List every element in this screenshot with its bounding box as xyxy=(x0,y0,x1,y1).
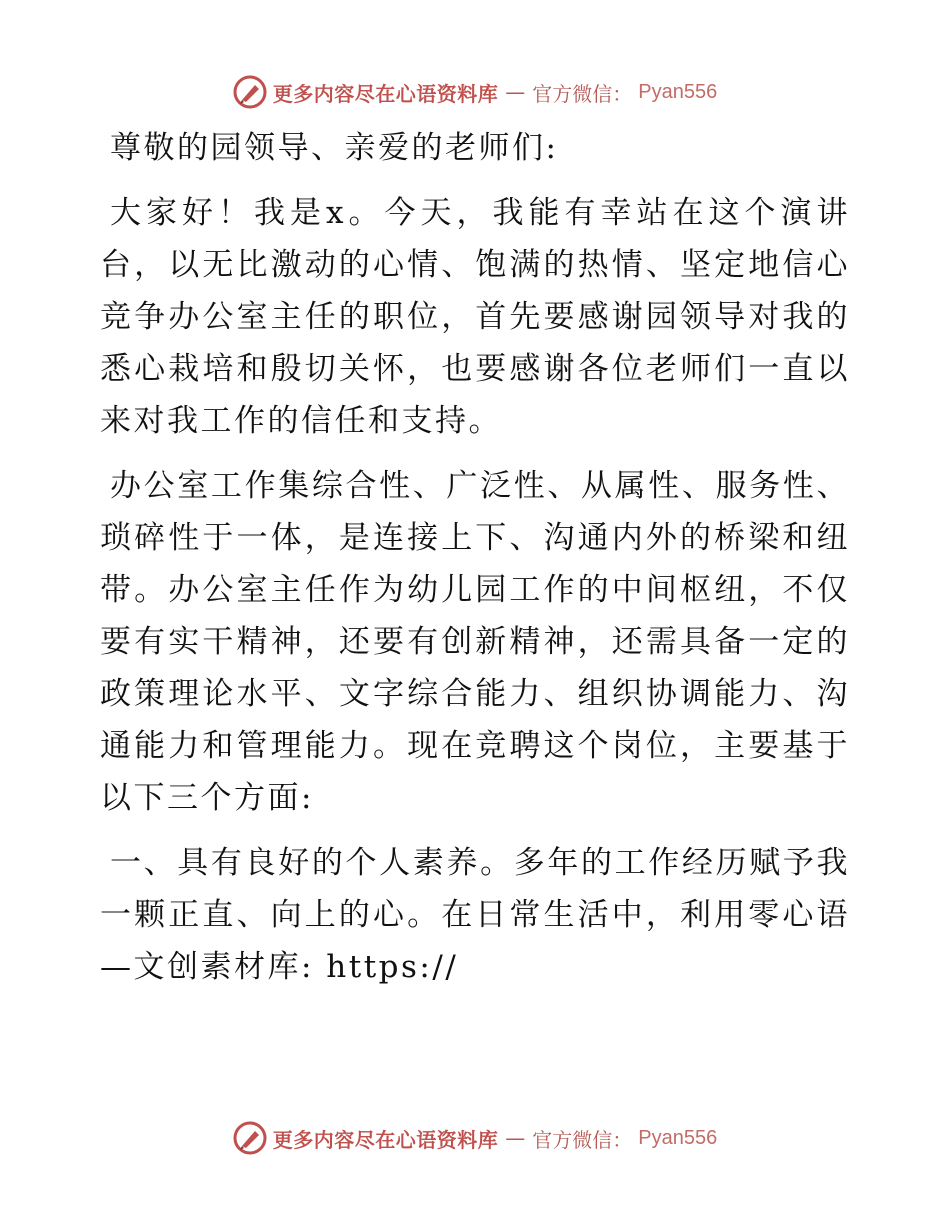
wechat-id: Pyan556 xyxy=(638,1126,718,1149)
watermark-separator: — xyxy=(505,1126,526,1150)
watermark-separator: — xyxy=(505,80,526,104)
document-body xyxy=(100,122,850,1006)
watermark-text: 更多内容尽在心语资料库 xyxy=(272,81,499,106)
paragraph-salutation: 尊敬的园领导、亲爱的老师们: xyxy=(110,130,559,166)
watermark-header xyxy=(0,72,950,112)
paragraph-point-one: 一、具有良好的个人素养。多年的工作经历赋予我一颗正直、向上的心。在日常生活中，利用零心语—文创素材库: https:// xyxy=(100,845,850,985)
wechat-label: 官方微信： xyxy=(532,1127,633,1152)
pen-logo-icon xyxy=(233,75,267,109)
watermark-text: 更多内容尽在心语资料库 xyxy=(272,1127,499,1152)
paragraph-office-duties: 办公室工作集综合性、广泛性、从属性、服务性、琐碎性于一体，是连接上下、沟通内外的桥梁和纽带。办公室主任作为幼儿园工作的中间枢纽，不仅要有实干精神，还要有创新精神，还需具备一定的政策理论水平、文字综合能力、组织协调能力、沟通能力和管理能力。现在竞聘这个岗位，主要基于以下三个方面: xyxy=(100,468,850,816)
paragraph-intro: 大家好！我是x。今天，我能有幸站在这个演讲台，以无比激动的心情、饱满的热情、坚定地信心竞争办公室主任的职位，首先要感谢园领导对我的悉心栽培和殷切关怀，也要感谢各位老师们一直以来对我工作的信任和支持。 xyxy=(100,195,850,439)
watermark-footer xyxy=(0,1118,950,1158)
wechat-id: Pyan556 xyxy=(638,80,718,103)
wechat-label: 官方微信： xyxy=(532,81,633,106)
pen-logo-icon xyxy=(233,1121,267,1155)
